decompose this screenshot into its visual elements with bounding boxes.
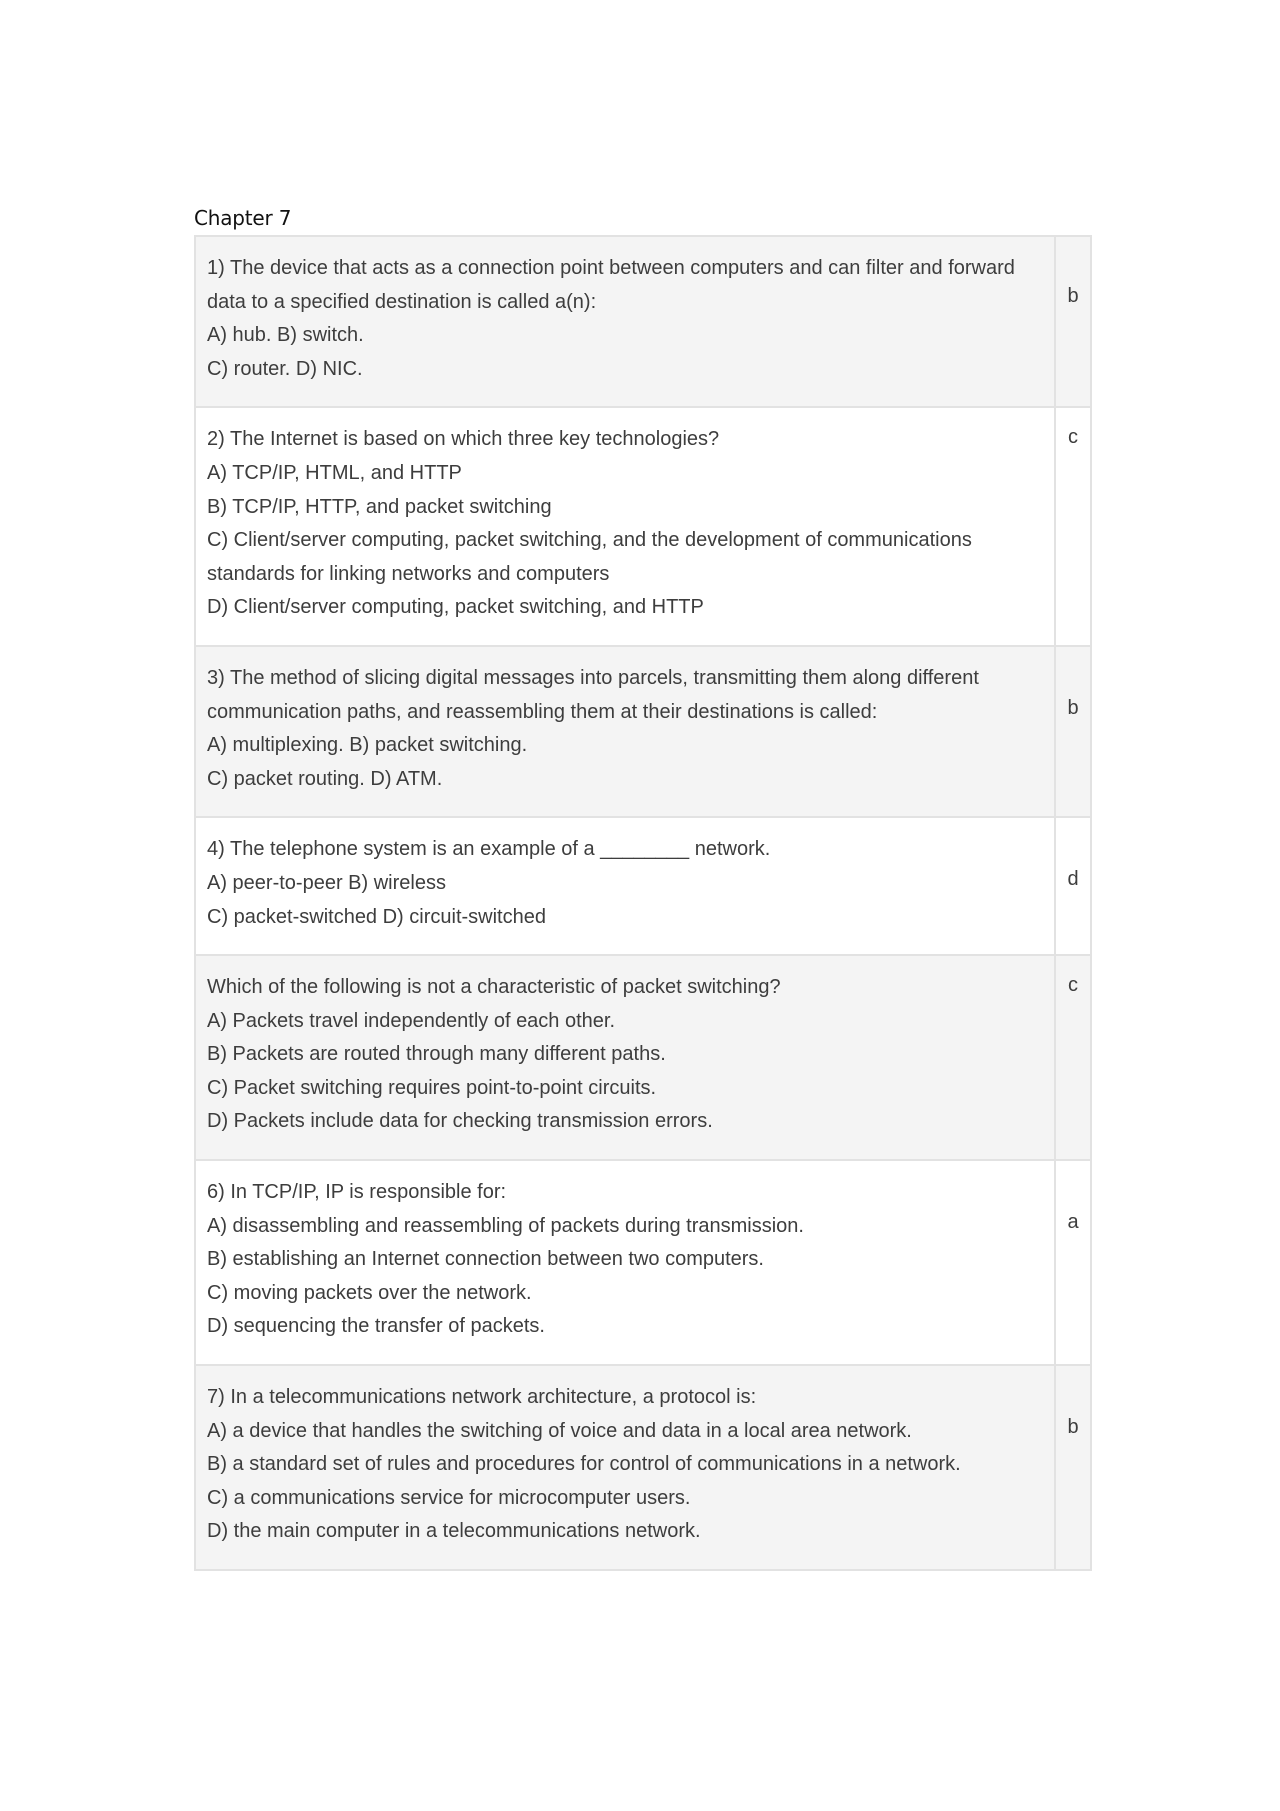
question-cell <box>195 646 1055 817</box>
question-text: data to a specified destination is called a(n): <box>207 290 597 313</box>
answer-option: D) sequencing the transfer of packets. <box>207 1315 545 1338</box>
answer-key: c <box>1068 426 1078 449</box>
answer-option: A) a device that handles the switching of voice and data in a local area network. <box>207 1419 912 1442</box>
question-text: 4) The telephone system is an example of a ________ network. <box>207 838 771 861</box>
question-row <box>195 817 1091 955</box>
answer-option: D) the main computer in a telecommunications network. <box>207 1520 701 1543</box>
answer-option: standards for linking networks and computers <box>207 562 610 585</box>
answer-cell <box>1055 1160 1091 1365</box>
question-text: 6) In TCP/IP, IP is responsible for: <box>207 1181 507 1204</box>
question-row <box>195 407 1091 646</box>
answer-cell <box>1055 955 1091 1160</box>
question-row <box>195 646 1091 817</box>
answer-option: C) Packet switching requires point-to-point circuits. <box>207 1076 657 1099</box>
question-cell <box>195 1365 1055 1570</box>
answer-cell <box>1055 407 1091 646</box>
question-text: Which of the following is not a characteristic of packet switching? <box>207 976 781 999</box>
question-text: 7) In a telecommunications network architecture, a protocol is: <box>207 1386 757 1409</box>
question-text: communication paths, and reassembling them at their destinations is called: <box>207 700 878 723</box>
answer-option: A) Packets travel independently of each other. <box>207 1009 616 1032</box>
answer-option: C) a communications service for microcomputer users. <box>207 1486 691 1509</box>
answer-option: C) Client/server computing, packet switching, and the development of communications <box>207 529 972 552</box>
question-row <box>195 1160 1091 1365</box>
question-row <box>195 955 1091 1160</box>
answer-option: D) Client/server computing, packet switching, and HTTP <box>207 596 704 619</box>
answer-option: B) TCP/IP, HTTP, and packet switching <box>207 495 552 518</box>
question-cell <box>195 955 1055 1160</box>
question-cell <box>195 817 1055 955</box>
question-row <box>195 236 1091 407</box>
answer-key: b <box>1067 285 1079 307</box>
answer-key: a <box>1067 1211 1079 1234</box>
answer-option: B) Packets are routed through many different paths. <box>207 1043 666 1066</box>
answer-cell <box>1055 646 1091 817</box>
answer-cell <box>1055 1365 1091 1570</box>
question-text: 2) The Internet is based on which three key technologies? <box>207 428 720 451</box>
chapter-heading: Chapter 7 <box>194 206 292 230</box>
answer-option: C) packet routing. D) ATM. <box>207 767 443 790</box>
answer-option: B) establishing an Internet connection between two computers. <box>207 1248 764 1271</box>
answer-key: b <box>1067 1416 1079 1439</box>
question-text: 1) The device that acts as a connection point between computers and can filter and forward <box>207 257 1015 279</box>
answer-option: A) TCP/IP, HTML, and HTTP <box>207 461 462 484</box>
answer-option: A) peer-to-peer B) wireless <box>207 871 446 894</box>
answer-option: D) Packets include data for checking transmission errors. <box>207 1110 713 1133</box>
answer-option: C) moving packets over the network. <box>207 1281 532 1304</box>
question-cell <box>195 236 1055 407</box>
answer-option: B) a standard set of rules and procedures for control of communications in a network. <box>207 1453 961 1476</box>
answer-option: C) packet-switched D) circuit-switched <box>207 905 546 928</box>
answer-option: A) hub. B) switch. <box>207 324 364 347</box>
answer-key: c <box>1068 974 1078 997</box>
answer-option: C) router. D) NIC. <box>207 357 363 380</box>
answer-option: A) multiplexing. B) packet switching. <box>207 734 528 757</box>
question-text: 3) The method of slicing digital messages into parcels, transmitting them along different <box>207 666 979 689</box>
answer-key: b <box>1067 696 1079 719</box>
answer-key: d <box>1067 868 1079 891</box>
question-table <box>194 235 1092 1571</box>
answer-option: A) disassembling and reassembling of packets during transmission. <box>207 1214 804 1237</box>
question-row <box>195 1365 1091 1570</box>
question-cell <box>195 1160 1055 1365</box>
document-page <box>194 205 1090 1571</box>
answer-cell <box>1055 236 1091 407</box>
question-cell <box>195 407 1055 646</box>
answer-cell <box>1055 817 1091 955</box>
